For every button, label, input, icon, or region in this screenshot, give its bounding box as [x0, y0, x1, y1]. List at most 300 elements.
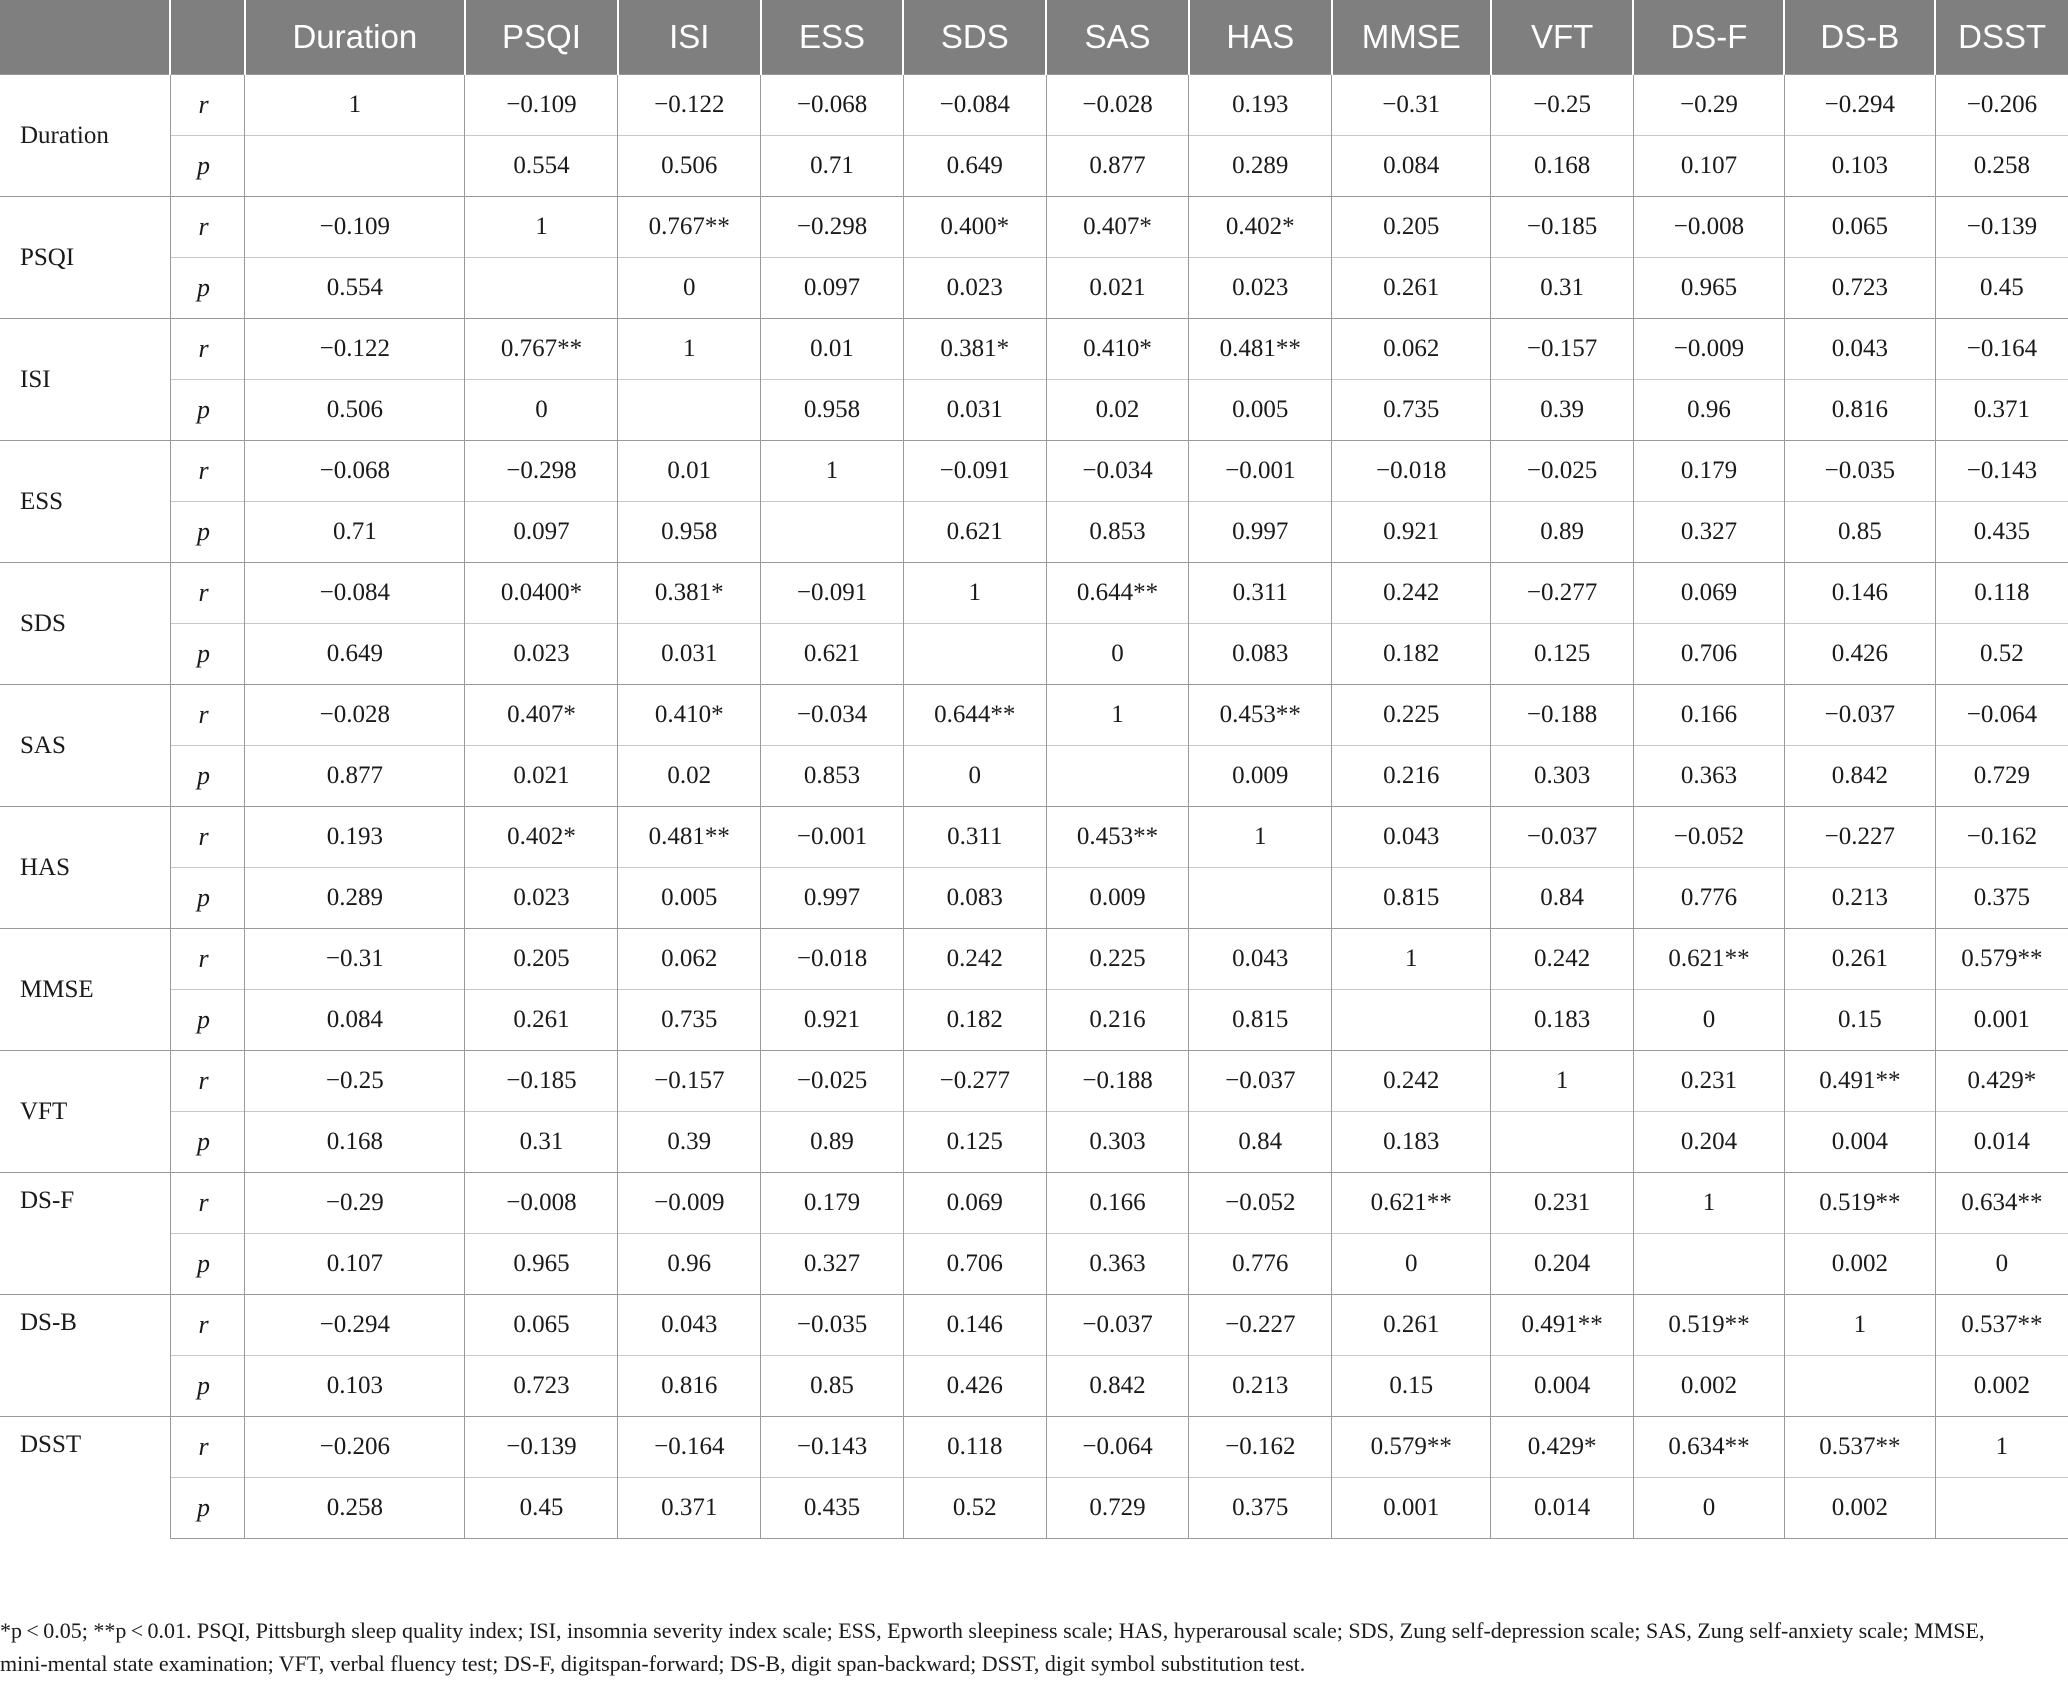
table-cell: −0.31	[1332, 75, 1491, 136]
table-cell: −0.028	[1046, 75, 1189, 136]
table-cell: 0.579**	[1332, 1417, 1491, 1478]
table-cell: 0.193	[1189, 75, 1332, 136]
table-cell: 0.097	[465, 502, 618, 563]
table-cell: −0.068	[245, 441, 465, 502]
table-cell: 0.004	[1784, 1112, 1935, 1173]
table-cell: 0.453**	[1189, 685, 1332, 746]
table-row-p	[0, 380, 2068, 441]
table-cell: 0.107	[245, 1234, 465, 1295]
column-header: ESS	[761, 0, 904, 75]
table-cell: −0.109	[245, 197, 465, 258]
table-cell	[1332, 990, 1491, 1051]
table-cell: 0.52	[1935, 624, 2068, 685]
table-cell: −0.091	[903, 441, 1046, 502]
table-cell: 0.023	[903, 258, 1046, 319]
table-cell: 0.031	[903, 380, 1046, 441]
table-cell: −0.009	[618, 1173, 761, 1234]
table-cell: 0.853	[761, 746, 904, 807]
stat-label-r: r	[170, 685, 244, 746]
table-cell: 0.021	[1046, 258, 1189, 319]
table-cell: 0.166	[1633, 685, 1784, 746]
table-cell: 1	[761, 441, 904, 502]
table-cell: 0.014	[1491, 1478, 1634, 1539]
table-row-r	[0, 441, 2068, 502]
table-cell: 0.579**	[1935, 929, 2068, 990]
stat-label-p: p	[170, 990, 244, 1051]
table-cell: 0.327	[1633, 502, 1784, 563]
table-cell: −0.139	[1935, 197, 2068, 258]
table-cell: 0.242	[1332, 563, 1491, 624]
stat-label-p: p	[170, 1234, 244, 1295]
table-cell: 0.204	[1633, 1112, 1784, 1173]
table-cell: 0.166	[1046, 1173, 1189, 1234]
stat-label-p: p	[170, 868, 244, 929]
table-cell: −0.037	[1046, 1295, 1189, 1356]
table-cell: 0.001	[1935, 990, 2068, 1051]
table-cell: 0.426	[1784, 624, 1935, 685]
table-cell: −0.162	[1189, 1417, 1332, 1478]
table-cell: 0.958	[761, 380, 904, 441]
table-cell: 1	[1189, 807, 1332, 868]
column-header: SDS	[903, 0, 1046, 75]
stat-label-p: p	[170, 502, 244, 563]
table-cell: 0.634**	[1935, 1173, 2068, 1234]
table-cell: 0.084	[1332, 136, 1491, 197]
table-cell: 0.400*	[903, 197, 1046, 258]
table-cell	[1491, 1112, 1634, 1173]
table-cell: 0.71	[245, 502, 465, 563]
table-cell: −0.31	[245, 929, 465, 990]
table-cell: 0.729	[1935, 746, 2068, 807]
table-cell: −0.164	[618, 1417, 761, 1478]
table-cell: 0.965	[1633, 258, 1784, 319]
table-cell: 0	[1633, 1478, 1784, 1539]
table-cell: −0.185	[465, 1051, 618, 1112]
stat-label-p: p	[170, 624, 244, 685]
table-cell: 0.004	[1491, 1356, 1634, 1417]
table-cell	[465, 258, 618, 319]
table-cell: −0.143	[1935, 441, 2068, 502]
table-cell: 0.84	[1189, 1112, 1332, 1173]
stat-label-r: r	[170, 929, 244, 990]
table-cell: 0.146	[1784, 563, 1935, 624]
table-cell: 0.168	[1491, 136, 1634, 197]
table-cell: −0.294	[245, 1295, 465, 1356]
table-cell: 0.303	[1046, 1112, 1189, 1173]
header-blank-stat	[170, 0, 244, 75]
table-cell: 0	[1935, 1234, 2068, 1295]
table-cell: 0.261	[1332, 1295, 1491, 1356]
table-row-p	[0, 1478, 2068, 1539]
table-cell: 1	[1332, 929, 1491, 990]
table-cell: 0.96	[618, 1234, 761, 1295]
table-cell: −0.084	[245, 563, 465, 624]
table-cell: 0.009	[1189, 746, 1332, 807]
table-cell: 0.01	[618, 441, 761, 502]
table-cell: −0.206	[245, 1417, 465, 1478]
table-cell: 0.183	[1332, 1112, 1491, 1173]
stat-label-r: r	[170, 1295, 244, 1356]
table-cell: 0.85	[761, 1356, 904, 1417]
table-cell: 0.453**	[1046, 807, 1189, 868]
table-cell: 0.649	[903, 136, 1046, 197]
stat-label-p: p	[170, 1112, 244, 1173]
table-row-r	[0, 75, 2068, 136]
table-cell: 0.429*	[1491, 1417, 1634, 1478]
table-cell: 1	[618, 319, 761, 380]
table-cell: −0.028	[245, 685, 465, 746]
table-cell: 0.621	[761, 624, 904, 685]
table-row-r	[0, 1051, 2068, 1112]
table-cell: −0.122	[245, 319, 465, 380]
table-cell: 0.52	[903, 1478, 1046, 1539]
table-cell: 1	[245, 75, 465, 136]
table-row-r	[0, 197, 2068, 258]
table-cell: 0.723	[1784, 258, 1935, 319]
table-cell: 0.519**	[1784, 1173, 1935, 1234]
table-cell: 0.621**	[1332, 1173, 1491, 1234]
table-cell: 0.062	[618, 929, 761, 990]
table-cell: −0.29	[1633, 75, 1784, 136]
table-cell: 0.621**	[1633, 929, 1784, 990]
table-cell: 0.242	[1332, 1051, 1491, 1112]
table-cell: 0.02	[618, 746, 761, 807]
table-cell: 0.997	[761, 868, 904, 929]
table-cell: 0.644**	[1046, 563, 1189, 624]
table-cell: 0.043	[1189, 929, 1332, 990]
table-cell: 1	[903, 563, 1046, 624]
table-cell: 0.204	[1491, 1234, 1634, 1295]
table-cell: 0.816	[1784, 380, 1935, 441]
table-cell: 0.554	[465, 136, 618, 197]
table-cell: 0.103	[1784, 136, 1935, 197]
table-cell: −0.037	[1784, 685, 1935, 746]
table-cell: 0.258	[245, 1478, 465, 1539]
table-cell: −0.035	[1784, 441, 1935, 502]
table-cell: 0.216	[1046, 990, 1189, 1051]
table-cell: 0.002	[1633, 1356, 1784, 1417]
table-cell: 1	[1046, 685, 1189, 746]
table-cell: −0.188	[1491, 685, 1634, 746]
column-header: SAS	[1046, 0, 1189, 75]
stat-label-r: r	[170, 75, 244, 136]
table-row-r	[0, 685, 2068, 746]
table-cell: 0.02	[1046, 380, 1189, 441]
row-variable-name: SAS	[0, 685, 170, 807]
table-cell: 0.182	[903, 990, 1046, 1051]
table-cell: −0.035	[761, 1295, 904, 1356]
table-cell: 0.062	[1332, 319, 1491, 380]
table-cell: 0.084	[245, 990, 465, 1051]
table-cell: 0.231	[1633, 1051, 1784, 1112]
table-cell: 0.014	[1935, 1112, 2068, 1173]
table-cell: −0.025	[761, 1051, 904, 1112]
row-variable-name: PSQI	[0, 197, 170, 319]
table-cell: 0.15	[1784, 990, 1935, 1051]
row-variable-name: MMSE	[0, 929, 170, 1051]
table-cell: 0.001	[1332, 1478, 1491, 1539]
table-cell	[1784, 1356, 1935, 1417]
stat-label-r: r	[170, 563, 244, 624]
table-row-p	[0, 746, 2068, 807]
table-cell: 0.125	[1491, 624, 1634, 685]
table-row-r	[0, 1295, 2068, 1356]
table-cell: −0.188	[1046, 1051, 1189, 1112]
table-cell: 0.84	[1491, 868, 1634, 929]
table-cell: −0.25	[1491, 75, 1634, 136]
table-cell: −0.001	[1189, 441, 1332, 502]
table-cell: 0.381*	[618, 563, 761, 624]
header-row	[0, 0, 2068, 75]
table-cell: −0.162	[1935, 807, 2068, 868]
table-cell: 0.815	[1189, 990, 1332, 1051]
table-cell: −0.052	[1633, 807, 1784, 868]
table-cell: 0.231	[1491, 1173, 1634, 1234]
table-cell: 0.410*	[618, 685, 761, 746]
table-row-p	[0, 1234, 2068, 1295]
table-cell: 0.491**	[1784, 1051, 1935, 1112]
table-cell: 0.842	[1046, 1356, 1189, 1417]
table-cell: 0.005	[618, 868, 761, 929]
table-cell: 0.179	[1633, 441, 1784, 502]
table-row-p	[0, 624, 2068, 685]
table-cell: 0.069	[903, 1173, 1046, 1234]
table-cell: 0.706	[1633, 624, 1784, 685]
row-variable-name: Duration	[0, 75, 170, 197]
stat-label-r: r	[170, 1173, 244, 1234]
table-cell	[1189, 868, 1332, 929]
table-cell: −0.227	[1784, 807, 1935, 868]
table-cell: −0.034	[1046, 441, 1189, 502]
table-cell: 0.182	[1332, 624, 1491, 685]
table-cell: 1	[1784, 1295, 1935, 1356]
table-cell: 0.921	[761, 990, 904, 1051]
table-cell: −0.068	[761, 75, 904, 136]
table-cell: 0.644**	[903, 685, 1046, 746]
table-cell	[245, 136, 465, 197]
column-header: DS-F	[1633, 0, 1784, 75]
table-cell: 0.043	[618, 1295, 761, 1356]
table-cell: −0.034	[761, 685, 904, 746]
stat-label-p: p	[170, 380, 244, 441]
stat-label-p: p	[170, 1478, 244, 1539]
table-row-r	[0, 563, 2068, 624]
table-cell: 0.225	[1332, 685, 1491, 746]
table-cell: 0.009	[1046, 868, 1189, 929]
table-cell: 0.31	[465, 1112, 618, 1173]
table-cell: −0.009	[1633, 319, 1784, 380]
table-cell: 0.0400*	[465, 563, 618, 624]
table-cell: 0	[903, 746, 1046, 807]
table-cell: 0	[465, 380, 618, 441]
table-cell: 0.213	[1784, 868, 1935, 929]
row-variable-name: DS-F	[0, 1173, 170, 1295]
table-cell: −0.018	[1332, 441, 1491, 502]
table-cell: 0	[618, 258, 761, 319]
table-cell: 0.506	[245, 380, 465, 441]
table-cell: −0.157	[618, 1051, 761, 1112]
table-cell: 0.107	[1633, 136, 1784, 197]
table-cell	[761, 502, 904, 563]
table-footnote: *p < 0.05; **p < 0.01. PSQI, Pittsburgh sleep quality index; ISI, insomnia severity index scale; ESS, Epworth sleepiness scale; HAS, hyperarousal scale; SDS, Zung self-depression scale; SAS, Zung self-anxiety scale; MMSE, mini-mental state examination; VFT, verbal fluency test; DS-F, digitspan-forward; DS-B, digit span-backward; DSST, digit symbol substitution test.	[0, 1618, 1985, 1676]
table-cell: −0.206	[1935, 75, 2068, 136]
table-cell: 0.225	[1046, 929, 1189, 990]
table-cell: −0.227	[1189, 1295, 1332, 1356]
table-cell	[618, 380, 761, 441]
table-cell: 0.213	[1189, 1356, 1332, 1417]
table-cell: 0.043	[1332, 807, 1491, 868]
table-cell: 0.767**	[618, 197, 761, 258]
table-cell: −0.091	[761, 563, 904, 624]
table-row-p	[0, 502, 2068, 563]
stat-label-p: p	[170, 1356, 244, 1417]
table-cell: 0.065	[465, 1295, 618, 1356]
table-cell: 0.179	[761, 1173, 904, 1234]
table-cell: 0.021	[465, 746, 618, 807]
row-variable-name: HAS	[0, 807, 170, 929]
table-cell: 0.01	[761, 319, 904, 380]
table-cell: 0.311	[903, 807, 1046, 868]
table-cell: 0.634**	[1633, 1417, 1784, 1478]
table-cell: 0.205	[1332, 197, 1491, 258]
table-cell: −0.277	[1491, 563, 1634, 624]
table-row-p	[0, 136, 2068, 197]
table-cell: 0.407*	[465, 685, 618, 746]
table-cell: −0.001	[761, 807, 904, 868]
row-variable-name: ISI	[0, 319, 170, 441]
column-header: DS-B	[1784, 0, 1935, 75]
table-cell	[1935, 1478, 2068, 1539]
table-cell: 0.381*	[903, 319, 1046, 380]
table-cell: 0.491**	[1491, 1295, 1634, 1356]
table-cell: 0.118	[1935, 563, 2068, 624]
table-cell: 0.261	[465, 990, 618, 1051]
column-header: Duration	[245, 0, 465, 75]
table-cell: 0.083	[1189, 624, 1332, 685]
column-header: DSST	[1935, 0, 2068, 75]
table-cell: −0.185	[1491, 197, 1634, 258]
table-cell: 0.261	[1784, 929, 1935, 990]
table-cell: −0.157	[1491, 319, 1634, 380]
table-cell: 0.103	[245, 1356, 465, 1417]
table-cell: 0.481**	[618, 807, 761, 868]
table-cell: 0.375	[1189, 1478, 1332, 1539]
table-cell: 0.776	[1633, 868, 1784, 929]
table-cell: 0.481**	[1189, 319, 1332, 380]
table-cell: 0.002	[1784, 1234, 1935, 1295]
stat-label-p: p	[170, 136, 244, 197]
table-cell: 0.289	[1189, 136, 1332, 197]
table-cell: 0.118	[903, 1417, 1046, 1478]
stat-label-r: r	[170, 197, 244, 258]
table-cell: 0.96	[1633, 380, 1784, 441]
table-cell: −0.025	[1491, 441, 1634, 502]
table-row-r	[0, 807, 2068, 868]
table-cell: 0.706	[903, 1234, 1046, 1295]
table-cell	[1046, 746, 1189, 807]
table-cell: 0.363	[1633, 746, 1784, 807]
table-cell: 0.005	[1189, 380, 1332, 441]
table-row-p	[0, 258, 2068, 319]
table-cell: −0.143	[761, 1417, 904, 1478]
table-cell: 0.043	[1784, 319, 1935, 380]
stat-label-p: p	[170, 258, 244, 319]
table-cell: 0.537**	[1935, 1295, 2068, 1356]
table-cell: 0.429*	[1935, 1051, 2068, 1112]
table-cell: 0.958	[618, 502, 761, 563]
table-cell: −0.25	[245, 1051, 465, 1112]
table-cell: 0.39	[1491, 380, 1634, 441]
table-cell: 0.537**	[1784, 1417, 1935, 1478]
table-cell: 0.371	[1935, 380, 2068, 441]
table-cell: 0.023	[465, 868, 618, 929]
table-cell: 0.023	[1189, 258, 1332, 319]
column-header: PSQI	[465, 0, 618, 75]
table-cell: 0.002	[1784, 1478, 1935, 1539]
table-cell: 0.371	[618, 1478, 761, 1539]
table-cell: 0.506	[618, 136, 761, 197]
table-cell: −0.122	[618, 75, 761, 136]
stat-label-r: r	[170, 807, 244, 868]
table-cell: 0.735	[1332, 380, 1491, 441]
table-cell	[903, 624, 1046, 685]
table-cell: −0.037	[1491, 807, 1634, 868]
table-cell: 0.407*	[1046, 197, 1189, 258]
row-variable-name: DSST	[0, 1417, 170, 1539]
table-cell: −0.064	[1935, 685, 2068, 746]
table-cell: 0.002	[1935, 1356, 2068, 1417]
table-cell: −0.084	[903, 75, 1046, 136]
table-cell: −0.008	[465, 1173, 618, 1234]
table-cell: 0.065	[1784, 197, 1935, 258]
table-cell: 0.125	[903, 1112, 1046, 1173]
table-cell: 0	[1046, 624, 1189, 685]
row-variable-name: SDS	[0, 563, 170, 685]
table-cell: 0	[1332, 1234, 1491, 1295]
table-cell: 0.311	[1189, 563, 1332, 624]
table-cell: 0.242	[903, 929, 1046, 990]
table-cell: 0.997	[1189, 502, 1332, 563]
table-cell: −0.29	[245, 1173, 465, 1234]
table-cell: 0.327	[761, 1234, 904, 1295]
table-cell: 0.815	[1332, 868, 1491, 929]
table-row-r	[0, 1173, 2068, 1234]
table-cell: 0.729	[1046, 1478, 1189, 1539]
stat-label-r: r	[170, 441, 244, 502]
table-cell: 0.767**	[465, 319, 618, 380]
table-cell: 0	[1633, 990, 1784, 1051]
table-cell: 0.031	[618, 624, 761, 685]
table-cell: 0.216	[1332, 746, 1491, 807]
table-cell: 0.258	[1935, 136, 2068, 197]
table-cell: 0.877	[1046, 136, 1189, 197]
table-cell: −0.052	[1189, 1173, 1332, 1234]
stat-label-r: r	[170, 319, 244, 380]
table-cell: 0.168	[245, 1112, 465, 1173]
table-cell: 0.435	[761, 1478, 904, 1539]
table-cell: 0.39	[618, 1112, 761, 1173]
table-cell: 0.965	[465, 1234, 618, 1295]
table-cell: 0.289	[245, 868, 465, 929]
table-cell: 0.242	[1491, 929, 1634, 990]
column-header: MMSE	[1332, 0, 1491, 75]
table-cell: 0.069	[1633, 563, 1784, 624]
table-row-r	[0, 1417, 2068, 1478]
table-cell: 0.402*	[465, 807, 618, 868]
row-variable-name: DS-B	[0, 1295, 170, 1417]
stat-label-r: r	[170, 1417, 244, 1478]
table-cell: −0.109	[465, 75, 618, 136]
